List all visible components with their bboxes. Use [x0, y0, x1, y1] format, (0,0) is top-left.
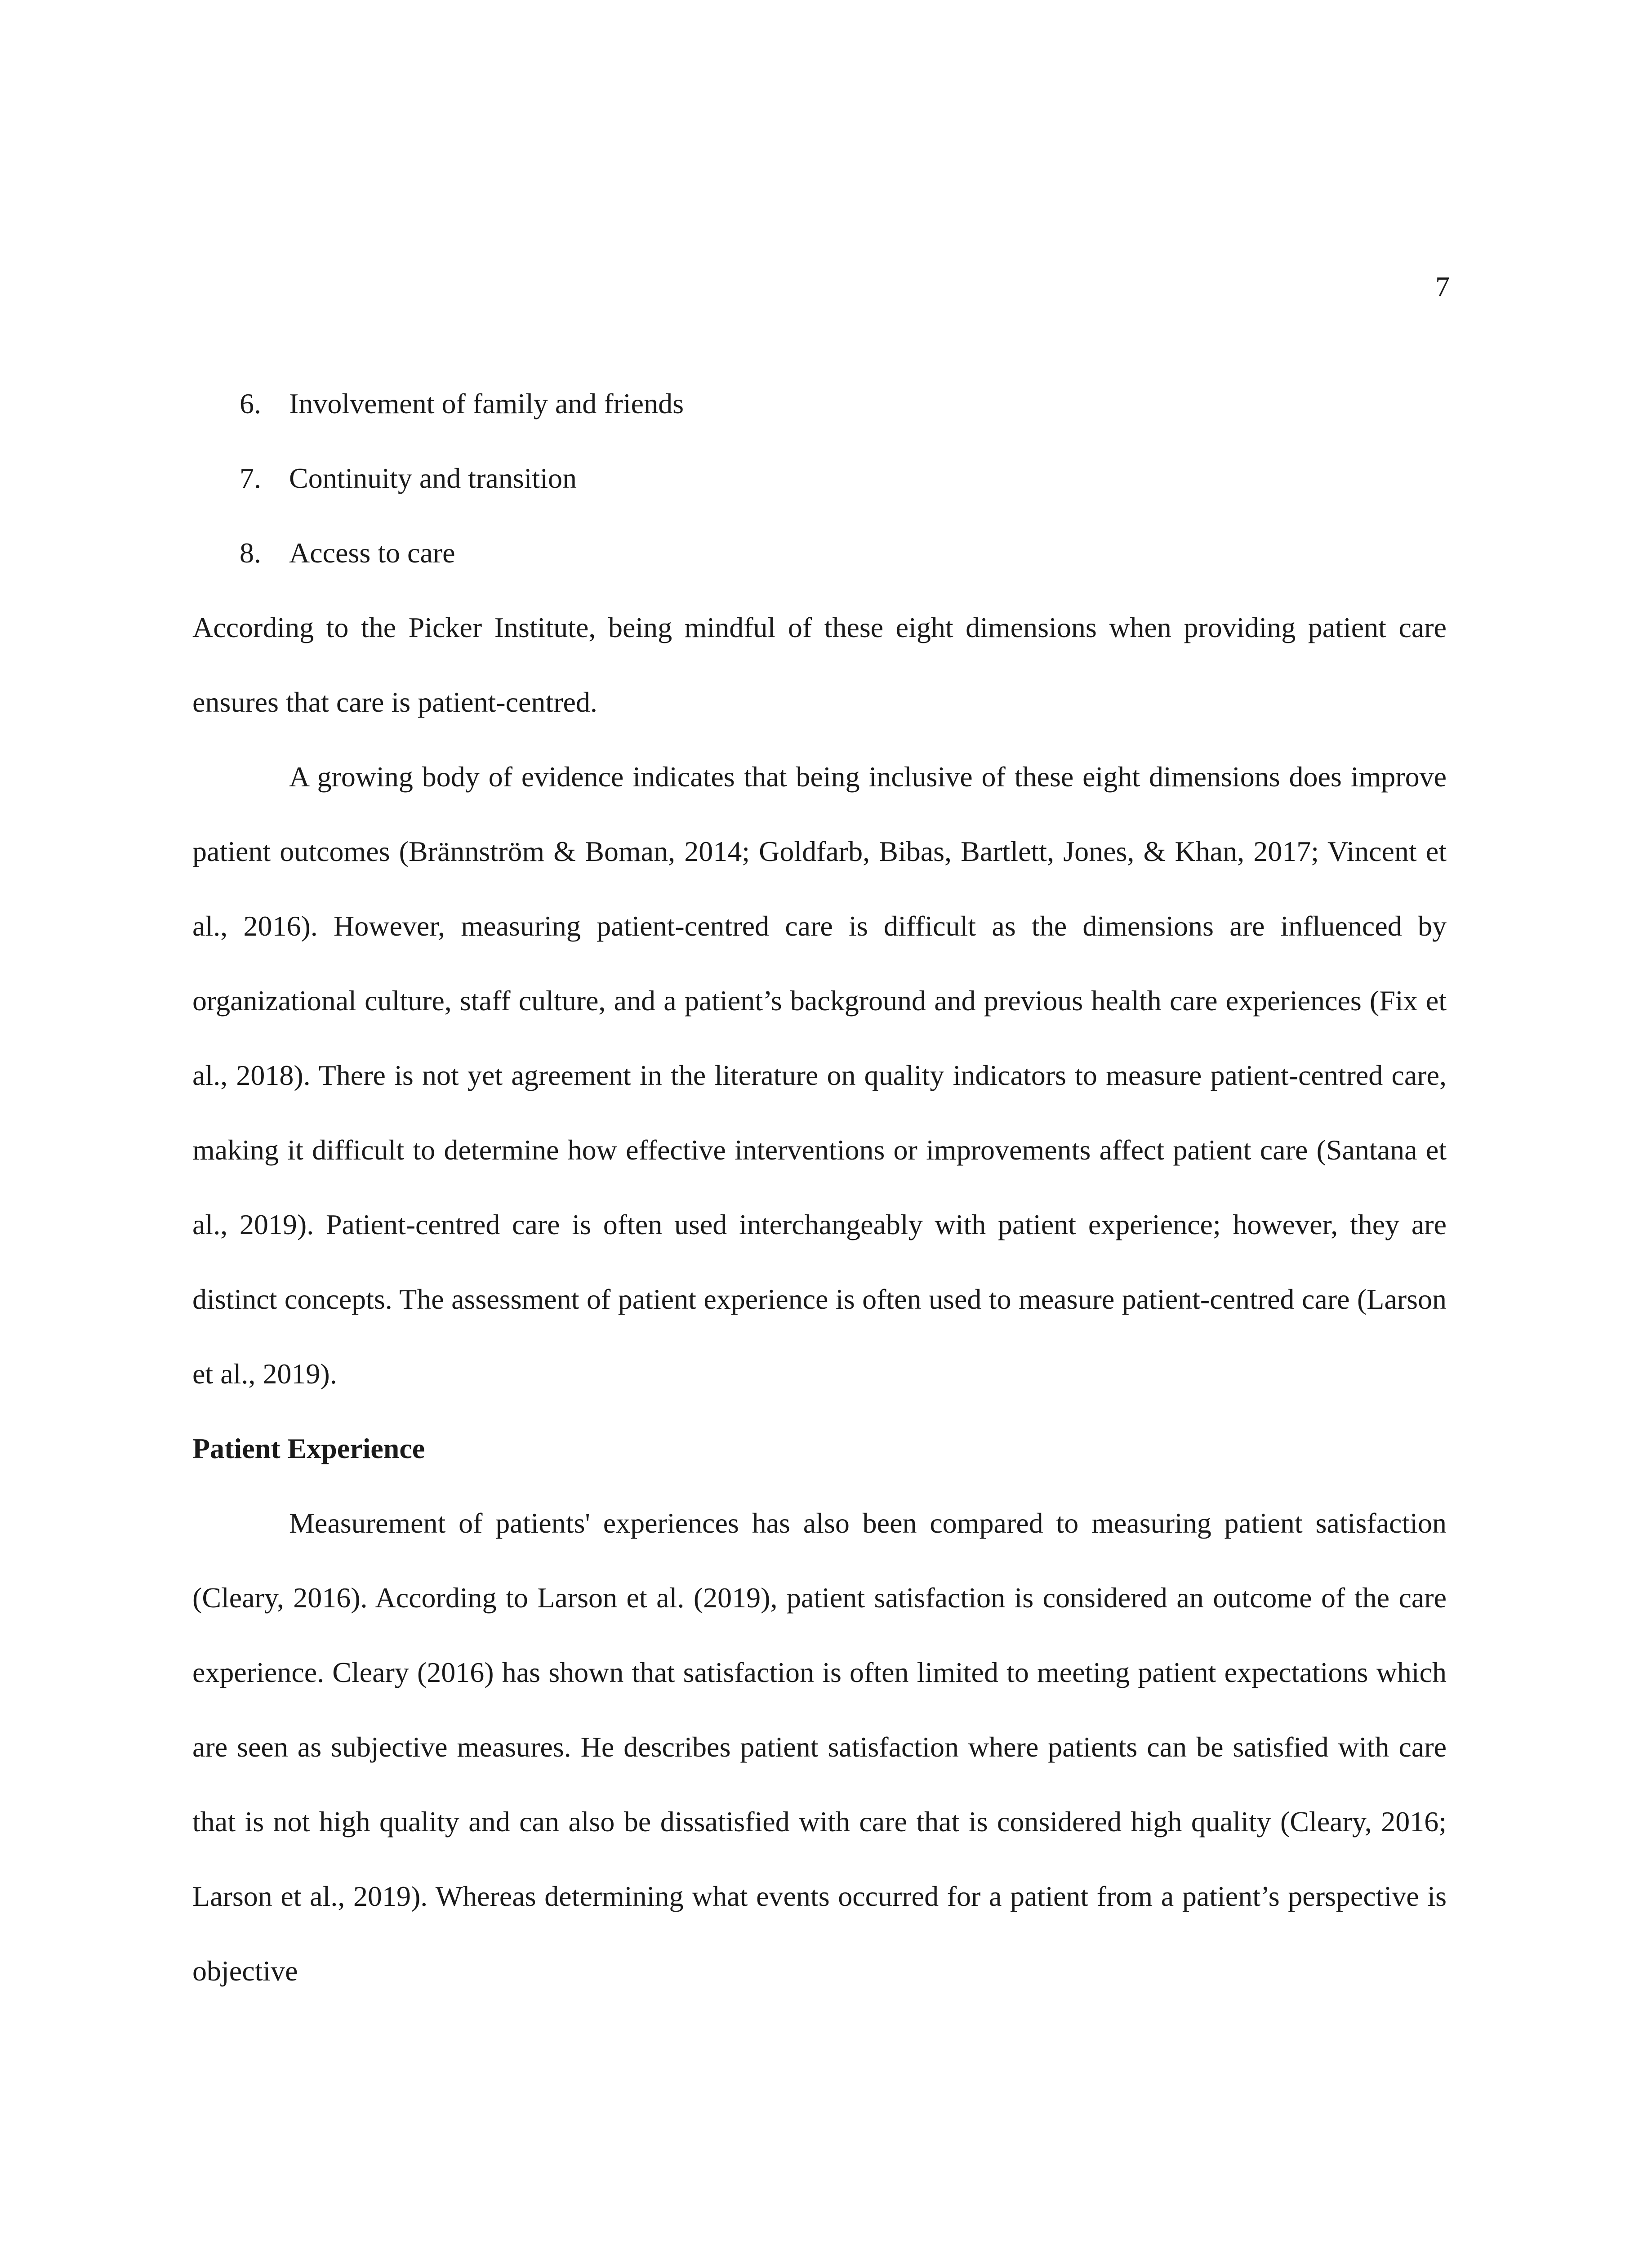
numbered-list [192, 366, 1447, 590]
paragraph-evidence: A growing body of evidence indicates that being inclusive of these eight dimensions does improve patient outcomes (Brännström & Boman, 2014; Goldfarb, Bibas, Bartlett, Jones, & Khan, 2017; Vincent et al., 2016). However, measuring patient-centred care is difficult as the dimensions are influenced by organizational culture, staff culture, and a patient’s background and previous health care experiences (Fix et al., 2018). There is not yet agreement in the literature on quality indicators to measure patient-centred care, making it difficult to determine how effective interventions or improvements affect patient care (Santana et al., 2019). Patient-centred care is often used interchangeably with patient experience; however, they are distinct concepts. The assessment of patient experience is often used to measure patient-centred care (Larson et al., 2019). [192, 761, 1447, 1390]
paragraph-patient-experience: Measurement of patients' experiences has also been compared to measuring patient satisfaction (Cleary, 2016). According to Larson et al. (2019), patient satisfaction is considered an outcome of the care experience. Cleary (2016) has shown that satisfaction is often limited to meeting patient expectations which are seen as subjective measures. He describes patient satisfaction where patients can be satisfied with care that is not high quality and can also be dissatisfied with care that is considered high quality (Cleary, 2016; Larson et al., 2019). Whereas determining what events occurred for a patient from a patient’s perspective is objective [192, 1507, 1447, 1987]
page-number: 7 [1435, 271, 1450, 303]
list-item [192, 441, 1447, 516]
section-heading: Patient Experience [192, 1432, 425, 1464]
paragraph-picker-institute: According to the Picker Institute, being mindful of these eight dimensions when providing patient care ensures that care is patient-centred. [192, 611, 1447, 718]
list-item [192, 516, 1447, 590]
list-item-text: Involvement of family and friends [289, 388, 684, 419]
list-item-number: 6. [240, 388, 261, 419]
list-item-text: Continuity and transition [289, 462, 577, 494]
list-item-text: Access to care [289, 537, 455, 569]
page-content [192, 366, 1447, 2008]
list-item-number: 7. [240, 462, 261, 494]
list-item-number: 8. [240, 537, 261, 569]
list-item [192, 366, 1447, 441]
